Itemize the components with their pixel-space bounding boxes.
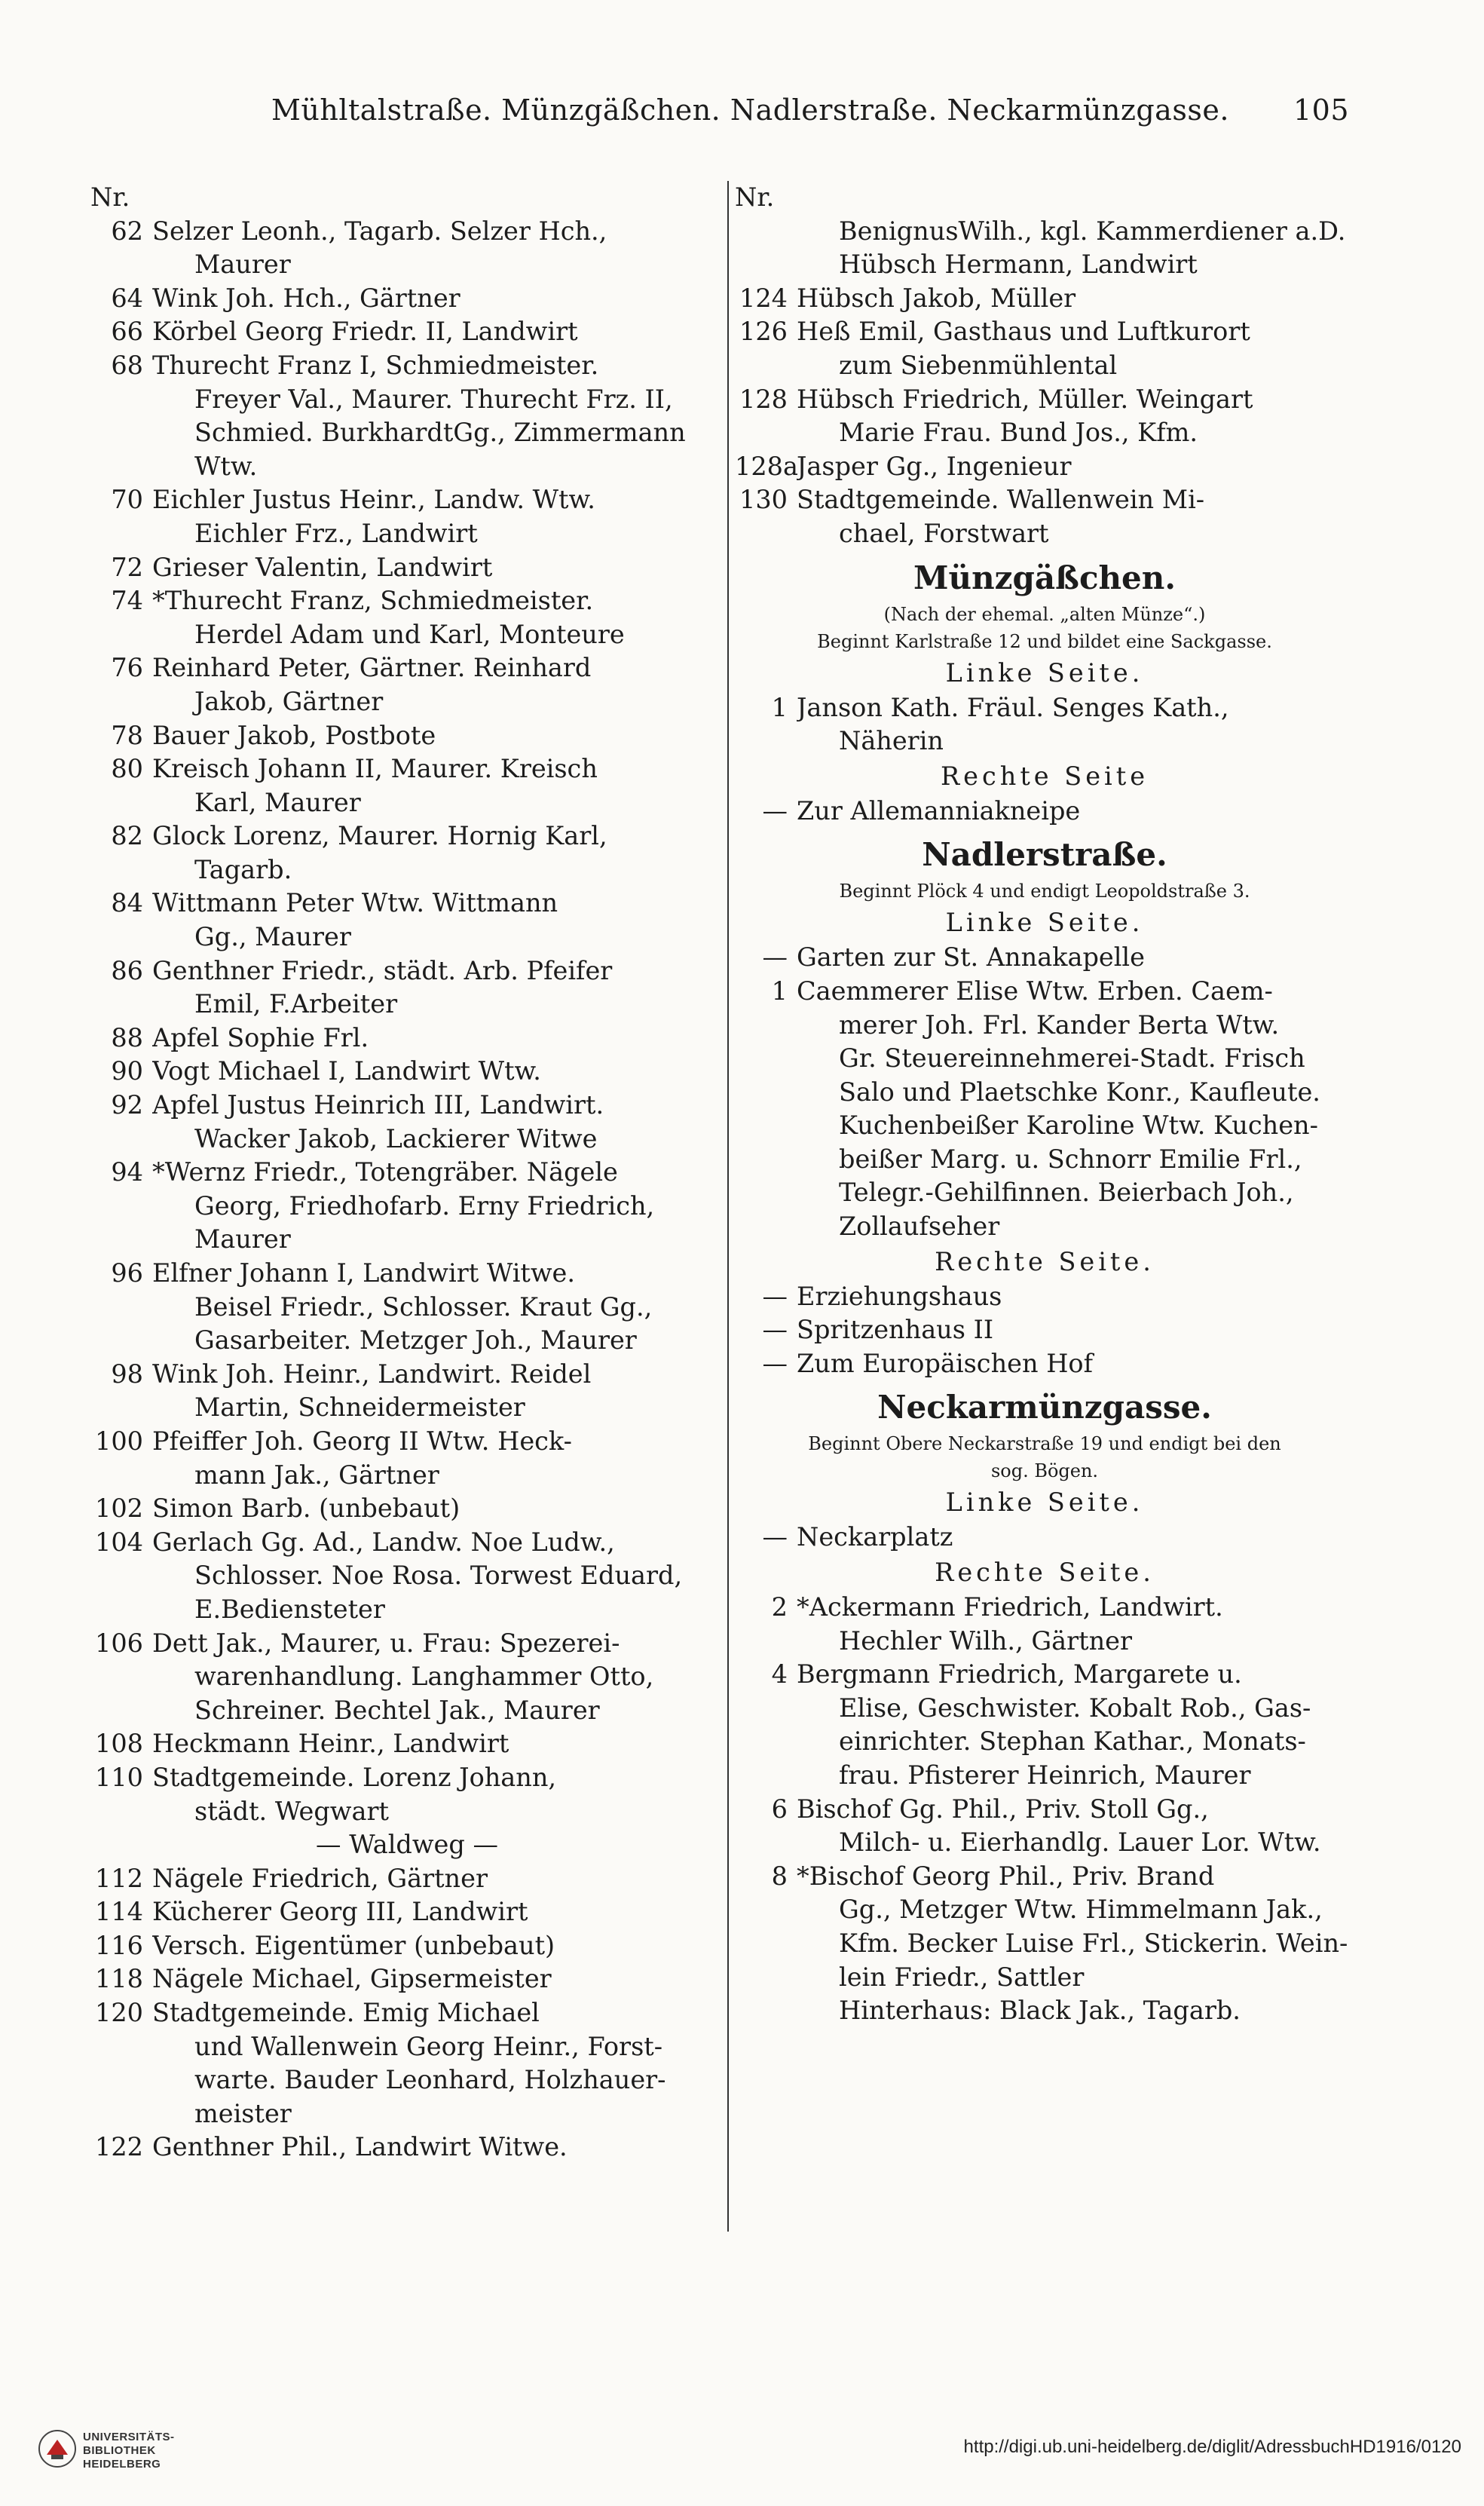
entry-list <box>735 1591 1354 2028</box>
resident-text: zum Siebenmühlental <box>839 350 1118 380</box>
list-item <box>735 416 1354 450</box>
resident-text: Näherin <box>839 726 944 756</box>
list-item <box>90 416 724 450</box>
section-note: Beginnt Karlstraße 12 und bildet eine Sackgasse. <box>817 630 1272 652</box>
side-heading: Rechte Seite. <box>935 1246 1155 1276</box>
house-number: 126 <box>739 317 788 347</box>
resident-text: Wittmann Peter Wtw. Wittmann <box>152 888 558 918</box>
house-number: 82 <box>111 821 143 851</box>
resident-text: E.Bediensteter <box>194 1594 385 1624</box>
list-item <box>90 1123 724 1156</box>
list-item <box>90 954 724 988</box>
nr-label: Nr. <box>735 182 775 212</box>
resident-text: Gasarbeiter. Metzger Joh., Maurer <box>194 1325 637 1356</box>
list-item <box>735 1725 1354 1759</box>
list-item <box>90 1627 724 1661</box>
list-item <box>90 1559 724 1593</box>
resident-text: merer Joh. Frl. Kander Berta Wtw. <box>839 1009 1280 1040</box>
resident-text: Kücherer Georg III, Landwirt <box>152 1897 528 1927</box>
list-item <box>735 1591 1354 1625</box>
house-number: 96 <box>111 1258 143 1288</box>
resident-text: Neckarplatz <box>797 1522 953 1552</box>
list-item <box>90 1257 724 1291</box>
resident-text: *Bischof Georg Phil., Priv. Brand <box>797 1861 1215 1891</box>
list-item <box>735 1658 1354 1692</box>
house-number: 108 <box>95 1729 143 1759</box>
side-heading: Linke Seite. <box>945 908 1144 938</box>
resident-text: Gg., Maurer <box>194 922 351 952</box>
entry-list <box>735 215 1354 551</box>
resident-text: Vogt Michael I, Landwirt Wtw. <box>152 1056 541 1086</box>
resident-text: Stadtgemeinde. Emig Michael <box>152 1998 540 2028</box>
list-item <box>90 383 724 417</box>
library-name-line: BIBLIOTHEK <box>83 2444 156 2457</box>
resident-text: Hübsch Hermann, Landwirt <box>839 250 1198 280</box>
resident-text: Tagarb. <box>194 854 292 884</box>
house-number: 4 <box>771 1659 788 1690</box>
house-number: 1 <box>771 692 788 722</box>
resident-text: *Thurecht Franz, Schmiedmeister. <box>152 586 594 616</box>
section-title-nadlerstrasse: Nadlerstraße. <box>922 836 1167 874</box>
resident-text: Kreisch Johann II, Maurer. Kreisch <box>152 754 598 784</box>
resident-text: Hübsch Friedrich, Müller. Weingart <box>797 384 1253 414</box>
list-item <box>735 1347 1354 1381</box>
list-item <box>90 685 724 719</box>
running-title: Mühltalstraße. Münzgäßchen. Nadlerstraße. Neckarmünzgasse. <box>271 93 1229 127</box>
resident-text: Emil, F.Arbeiter <box>194 989 398 1019</box>
list-item <box>90 1593 724 1627</box>
list-item <box>735 1109 1354 1143</box>
list-item <box>735 282 1354 316</box>
house-number: 90 <box>111 1056 143 1086</box>
list-item <box>90 1895 724 1929</box>
resident-text: BenignusWilh., kgl. Kammerdiener a.D. <box>839 216 1346 246</box>
list-item <box>90 1660 724 1694</box>
list-item <box>735 349 1354 383</box>
resident-text: chael, Forstwart <box>839 518 1049 548</box>
resident-text: Schreiner. Bechtel Jak., Maurer <box>194 1695 600 1725</box>
resident-text: Bergmann Friedrich, Margarete u. <box>797 1659 1242 1690</box>
resident-text: Wink Joh. Hch., Gärtner <box>152 283 460 313</box>
resident-text: *Wernz Friedr., Totengräber. Nägele <box>152 1157 618 1187</box>
house-number: 72 <box>111 552 143 582</box>
resident-text: Milch- u. Eierhandlg. Lauer Lor. Wtw. <box>839 1827 1321 1858</box>
list-item <box>90 1223 724 1257</box>
list-item <box>735 483 1354 517</box>
list-item <box>90 820 724 853</box>
list-item <box>90 1727 724 1761</box>
resident-text: Bauer Jakob, Postbote <box>152 720 436 750</box>
library-name-line: UNIVERSITÄTS- <box>83 2431 175 2443</box>
house-number: 128a <box>735 451 798 481</box>
list-item <box>735 1759 1354 1793</box>
list-item <box>735 1210 1354 1244</box>
list-item <box>90 1055 724 1089</box>
list-item <box>90 450 724 484</box>
resident-text: Wacker Jakob, Lackierer Witwe <box>194 1123 598 1153</box>
list-item <box>90 215 724 249</box>
resident-text: Genthner Phil., Landwirt Witwe. <box>152 2132 568 2162</box>
resident-text: Maurer <box>194 1224 291 1255</box>
resident-text: Gerlach Gg. Ad., Landw. Noe Ludw., <box>152 1527 615 1557</box>
house-number: 98 <box>111 1359 143 1389</box>
house-number: 120 <box>95 1998 143 2028</box>
list-item <box>90 853 724 887</box>
house-number: 70 <box>111 485 143 515</box>
house-number: 64 <box>111 283 143 313</box>
entry-list <box>90 1862 724 2164</box>
list-item <box>735 517 1354 551</box>
library-name-line: HEIDELBERG <box>83 2458 161 2471</box>
list-item <box>90 1425 724 1459</box>
house-number: 116 <box>95 1930 143 1960</box>
resident-text: Apfel Sophie Frl. <box>152 1022 369 1052</box>
resident-text: Grieser Valentin, Landwirt <box>152 552 493 582</box>
house-number: 92 <box>111 1090 143 1120</box>
resident-text: Telegr.-Gehilfinnen. Beierbach Joh., <box>839 1178 1294 1208</box>
resident-text: Elfner Johann I, Landwirt Witwe. <box>152 1258 576 1288</box>
list-item <box>735 1994 1354 2028</box>
resident-text: Freyer Val., Maurer. Thurecht Frz. II, <box>194 384 673 414</box>
house-number: 80 <box>111 754 143 784</box>
house-number: — <box>762 1315 788 1345</box>
house-number: 128 <box>739 384 788 414</box>
list-item <box>90 1156 724 1190</box>
house-number: 88 <box>111 1022 143 1052</box>
list-item <box>90 1492 724 1526</box>
list-item <box>90 282 724 316</box>
list-item <box>90 584 724 618</box>
side-heading: Rechte Seite <box>940 761 1149 791</box>
list-item <box>90 719 724 753</box>
resident-text: Nägele Friedrich, Gärtner <box>152 1863 488 1893</box>
resident-text: Selzer Leonh., Tagarb. Selzer Hch., <box>152 216 607 246</box>
resident-text: Martin, Schneidermeister <box>194 1392 525 1423</box>
resident-text: Dett Jak., Maurer, u. Frau: Spezerei- <box>152 1628 620 1658</box>
entry-list <box>735 941 1354 1243</box>
house-number: 78 <box>111 720 143 750</box>
house-number: 84 <box>111 888 143 918</box>
list-item <box>90 786 724 820</box>
list-item <box>90 2063 724 2097</box>
house-number: — <box>762 1522 788 1552</box>
house-number: 86 <box>111 955 143 985</box>
resident-text: *Ackermann Friedrich, Landwirt. <box>797 1592 1223 1622</box>
resident-text: Elise, Geschwister. Kobalt Rob., Gas- <box>839 1693 1311 1723</box>
resident-text: Janson Kath. Fräul. Senges Kath., <box>797 692 1229 722</box>
resident-text: Körbel Georg Friedr. II, Landwirt <box>152 317 578 347</box>
house-number: 6 <box>771 1794 788 1824</box>
side-heading: Rechte Seite. <box>935 1558 1155 1588</box>
resident-text: Hechler Wilh., Gärtner <box>839 1625 1132 1656</box>
entry-list <box>735 691 1354 758</box>
list-item <box>90 1929 724 1963</box>
resident-text: Jasper Gg., Ingenieur <box>797 451 1072 481</box>
list-item <box>90 1795 724 1829</box>
resident-text: Thurecht Franz I, Schmiedmeister. <box>152 350 599 380</box>
resident-text: Reinhard Peter, Gärtner. Reinhard <box>152 653 592 683</box>
resident-text: Eichler Justus Heinr., Landw. Wtw. <box>152 485 595 515</box>
resident-text: Eichler Frz., Landwirt <box>194 518 478 548</box>
resident-text: Gr. Steuereinnehmerei-Stadt. Frisch <box>839 1043 1305 1074</box>
section-note: Beginnt Obere Neckarstraße 19 und endigt bei den <box>808 1433 1281 1455</box>
list-item <box>735 691 1354 725</box>
list-item <box>90 2131 724 2164</box>
list-item <box>735 215 1354 249</box>
list-item <box>735 1961 1354 1995</box>
list-item <box>735 1793 1354 1827</box>
list-item <box>735 1042 1354 1076</box>
house-number: 122 <box>95 2132 143 2162</box>
section-note: (Nach der ehemal. „alten Münze“.) <box>883 603 1206 625</box>
list-item <box>735 1009 1354 1043</box>
left-column <box>90 181 724 2164</box>
house-number: — <box>762 1348 788 1378</box>
section-note: Beginnt Plöck 4 und endigt Leopoldstraße 3. <box>839 881 1250 902</box>
list-item <box>90 988 724 1022</box>
list-item <box>735 1076 1354 1110</box>
list-item <box>735 1860 1354 1894</box>
list-item <box>735 1280 1354 1314</box>
list-item <box>735 941 1354 975</box>
resident-text: Bischof Gg. Phil., Priv. Stoll Gg., <box>797 1794 1209 1824</box>
library-logo <box>38 2426 226 2479</box>
resident-text: einrichter. Stephan Kathar., Monats- <box>839 1726 1306 1757</box>
house-number: 2 <box>771 1592 788 1622</box>
resident-text: Heckmann Heinr., Landwirt <box>152 1729 509 1759</box>
resident-text: Beisel Friedr., Schlosser. Kraut Gg., <box>194 1291 653 1322</box>
list-item <box>735 1692 1354 1726</box>
resident-text: Caemmerer Elise Wtw. Erben. Caem- <box>797 976 1273 1006</box>
side-heading: Linke Seite. <box>945 1487 1144 1518</box>
resident-text: Pfeiffer Joh. Georg II Wtw. Heck- <box>152 1426 572 1456</box>
resident-text: lein Friedr., Sattler <box>839 1962 1085 1992</box>
source-url[interactable]: http://digi.ub.uni-heidelberg.de/diglit/AdressbuchHD1916/0120 <box>963 2437 1461 2457</box>
resident-text: Georg, Friedhofarb. Erny Friedrich, <box>194 1190 655 1221</box>
house-number: 110 <box>95 1762 143 1792</box>
library-logo-icon <box>38 2429 77 2468</box>
resident-text: frau. Pfisterer Heinrich, Maurer <box>839 1760 1251 1790</box>
list-item <box>90 1761 724 1795</box>
list-item <box>735 795 1354 829</box>
page-header <box>271 93 1349 146</box>
house-number: — <box>762 942 788 973</box>
resident-text: Stadtgemeinde. Lorenz Johann, <box>152 1762 557 1792</box>
column-divider <box>727 181 729 2232</box>
house-number: 68 <box>111 350 143 380</box>
list-item <box>735 1625 1354 1659</box>
list-item <box>90 1022 724 1055</box>
list-item <box>90 1962 724 1996</box>
list-item <box>90 1694 724 1728</box>
house-number: 114 <box>95 1897 143 1927</box>
right-column <box>735 181 1354 2028</box>
list-item <box>90 651 724 685</box>
resident-text: Erziehungshaus <box>797 1281 1002 1311</box>
resident-text: Herdel Adam und Karl, Monteure <box>194 619 625 649</box>
house-number: 124 <box>739 283 788 313</box>
section-note: sog. Bögen. <box>990 1460 1099 1482</box>
list-item <box>735 450 1354 484</box>
list-item <box>90 618 724 652</box>
resident-text: mann Jak., Gärtner <box>194 1460 439 1490</box>
resident-text: Nägele Michael, Gipsermeister <box>152 1964 552 1994</box>
waldweg-heading: — Waldweg — <box>316 1830 498 1860</box>
house-number: — <box>762 1281 788 1311</box>
resident-text: Kfm. Becker Luise Frl., Stickerin. Wein- <box>839 1928 1348 1958</box>
list-item <box>735 1521 1354 1555</box>
list-item <box>90 1862 724 1896</box>
resident-text: Hübsch Jakob, Müller <box>797 283 1076 313</box>
resident-text: Kuchenbeißer Karoline Wtw. Kuchen- <box>839 1111 1318 1141</box>
house-number: 130 <box>739 485 788 515</box>
section-title-muenzgaesschen: Münzgäßchen. <box>913 559 1176 596</box>
resident-text: Marie Frau. Bund Jos., Kfm. <box>839 418 1198 448</box>
list-item <box>735 975 1354 1009</box>
entry-list <box>735 1521 1354 1555</box>
list-item <box>735 1927 1354 1961</box>
resident-text: Jakob, Gärtner <box>194 686 384 716</box>
list-item <box>735 1313 1354 1347</box>
resident-text: Heß Emil, Gasthaus und Luftkurort <box>797 317 1250 347</box>
list-item <box>90 1358 724 1392</box>
resident-text: Garten zur St. Annakapelle <box>797 942 1145 973</box>
resident-text: städt. Wegwart <box>194 1796 389 1826</box>
resident-text: Wtw. <box>194 451 258 481</box>
list-item <box>90 1089 724 1123</box>
house-number: 94 <box>111 1157 143 1187</box>
house-number: 112 <box>95 1863 143 1893</box>
resident-text: Schlosser. Noe Rosa. Torwest Eduard, <box>194 1561 683 1591</box>
house-number: 106 <box>95 1628 143 1658</box>
list-item <box>90 483 724 517</box>
house-number: 1 <box>771 976 788 1006</box>
entry-list <box>90 215 724 1829</box>
resident-text: Spritzenhaus II <box>797 1315 994 1345</box>
entry-list <box>735 1280 1354 1381</box>
house-number: 100 <box>95 1426 143 1456</box>
resident-text: Glock Lorenz, Maurer. Hornig Karl, <box>152 821 607 851</box>
house-number: 118 <box>95 1964 143 1994</box>
list-item <box>735 1826 1354 1860</box>
list-item <box>735 1176 1354 1210</box>
list-item <box>90 1526 724 1560</box>
resident-text: Simon Barb. (unbebaut) <box>152 1493 460 1524</box>
list-item <box>90 315 724 349</box>
house-number: 62 <box>111 216 143 246</box>
list-item <box>90 1190 724 1224</box>
side-heading: Linke Seite. <box>945 657 1144 688</box>
house-number: — <box>762 795 788 826</box>
list-item <box>735 725 1354 758</box>
list-item <box>735 315 1354 349</box>
resident-text: und Wallenwein Georg Heinr., Forst- <box>194 2031 663 2061</box>
house-number: 8 <box>771 1861 788 1891</box>
list-item <box>735 1143 1354 1177</box>
list-item <box>90 752 724 786</box>
resident-text: Karl, Maurer <box>194 787 361 817</box>
list-item <box>90 887 724 921</box>
list-item <box>90 1291 724 1325</box>
house-number: 104 <box>95 1527 143 1557</box>
resident-text: beißer Marg. u. Schnorr Emilie Frl., <box>839 1144 1302 1174</box>
resident-text: Versch. Eigentümer (unbebaut) <box>152 1930 555 1960</box>
list-item <box>90 1996 724 2030</box>
list-item <box>90 2030 724 2064</box>
entry-list <box>735 795 1354 829</box>
resident-text: Salo und Plaetschke Konr., Kaufleute. <box>839 1077 1320 1107</box>
nr-label: Nr. <box>90 182 130 212</box>
resident-text: Genthner Friedr., städt. Arb. Pfeifer <box>152 955 613 985</box>
list-item <box>90 248 724 282</box>
list-item <box>90 921 724 954</box>
list-item <box>90 2097 724 2131</box>
resident-text: Zur Allemanniakneipe <box>797 795 1081 826</box>
list-item <box>735 248 1354 282</box>
resident-text: warte. Bauder Leonhard, Holzhauer- <box>194 2065 666 2095</box>
resident-text: warenhandlung. Langhammer Otto, <box>194 1662 654 1692</box>
list-item <box>735 383 1354 417</box>
section-title-neckarmuenzgasse: Neckarmünzgasse. <box>877 1389 1212 1426</box>
resident-text: Maurer <box>194 250 291 280</box>
list-item <box>90 517 724 551</box>
list-item <box>90 551 724 585</box>
page-number: 105 <box>1293 93 1349 127</box>
house-number: 102 <box>95 1493 143 1524</box>
resident-text: Stadtgemeinde. Wallenwein Mi- <box>797 485 1205 515</box>
resident-text: Hinterhaus: Black Jak., Tagarb. <box>839 1996 1241 2026</box>
list-item <box>90 1324 724 1358</box>
list-item <box>90 349 724 383</box>
house-number: 66 <box>111 317 143 347</box>
house-number: 74 <box>111 586 143 616</box>
resident-text: Schmied. BurkhardtGg., Zimmermann <box>194 418 686 448</box>
resident-text: Zum Europäischen Hof <box>797 1348 1093 1378</box>
house-number: 76 <box>111 653 143 683</box>
list-item <box>735 1893 1354 1927</box>
resident-text: Wink Joh. Heinr., Landwirt. Reidel <box>152 1359 592 1389</box>
resident-text: Zollaufseher <box>839 1212 1000 1242</box>
resident-text: meister <box>194 2098 292 2128</box>
list-item <box>90 1391 724 1425</box>
list-item <box>90 1459 724 1493</box>
resident-text: Gg., Metzger Wtw. Himmelmann Jak., <box>839 1895 1323 1925</box>
resident-text: Apfel Justus Heinrich III, Landwirt. <box>152 1090 604 1120</box>
